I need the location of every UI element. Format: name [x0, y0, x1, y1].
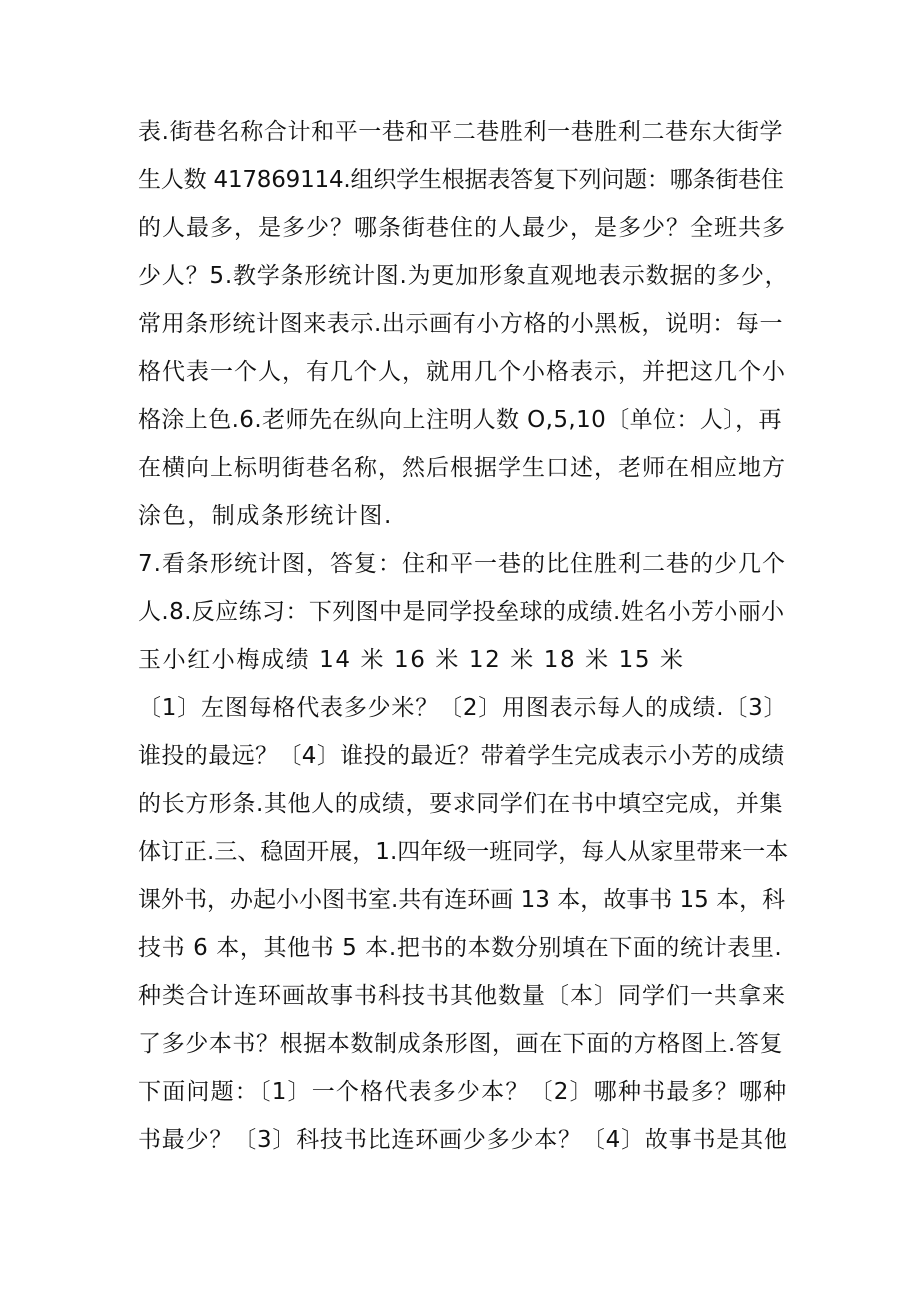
- text-line: 在横向上标明街巷名称，然后根据学生口述，老师在相应地方: [138, 455, 786, 481]
- text-line: 〔1〕左图每格代表多少米？〔2〕用图表示每人的成绩.〔3〕: [138, 695, 788, 721]
- text-line: 了多少本书？根据本数制成条形图，画在下面的方格图上.答复: [138, 1031, 784, 1057]
- text-line: 体订正.三、稳固开展，1.四年级一班同学，每人从家里带来一本: [138, 839, 789, 865]
- text-line: 少人？5.教学条形统计图.为更加形象直观地表示数据的多少，: [138, 263, 789, 289]
- text-line: 种类合计连环画故事书科技书其他数量〔本〕同学们一共拿来: [138, 983, 786, 1009]
- text-line: 玉小红小梅成绩 14 米 16 米 12 米 18 米 15 米: [138, 647, 685, 673]
- text-line: 的人最多，是多少？哪条街巷住的人最少，是多少？全班共多: [138, 215, 786, 241]
- text-line: 格涂上色.6.老师先在纵向上注明人数 O,5,10〔单位：人〕，再: [138, 407, 782, 433]
- text-line: 生人数 417869114.组织学生根据表答复下列问题：哪条街巷住: [138, 167, 784, 193]
- text-line: 格代表一个人，有几个人，就用几个小格表示，并把这几个小: [138, 359, 786, 385]
- text-line: 表.街巷名称合计和平一巷和平二巷胜利一巷胜利二巷东大街学: [138, 119, 784, 145]
- text-line: 下面问题：〔1〕一个格代表多少本？〔2〕哪种书最多？哪种: [138, 1079, 788, 1105]
- text-line: 常用条形统计图来表示.出示画有小方格的小黑板，说明：每一: [138, 311, 784, 337]
- text-line: 7.看条形统计图，答复：住和平一巷的比住胜利二巷的少几个: [138, 551, 786, 577]
- text-line: 技书 6 本，其他书 5 本.把书的本数分别填在下面的统计表里.: [138, 935, 783, 961]
- text-line: 书最少？〔3〕科技书比连环画少多少本？〔4〕故事书是其他: [138, 1127, 788, 1153]
- text-line: 的长方形条.其他人的成绩，要求同学们在书中填空完成，并集: [138, 791, 784, 817]
- text-line: 谁投的最远？〔4〕谁投的最近？带着学生完成表示小芳的成绩: [138, 743, 785, 769]
- text-line: 人.8.反应练习：下列图中是同学投垒球的成绩.姓名小芳小丽小: [138, 599, 785, 625]
- text-line: 课外书，办起小小图书室.共有连环画 13 本，故事书 15 本，科: [138, 887, 786, 913]
- text-line: 涂色，制成条形统计图.: [138, 503, 393, 529]
